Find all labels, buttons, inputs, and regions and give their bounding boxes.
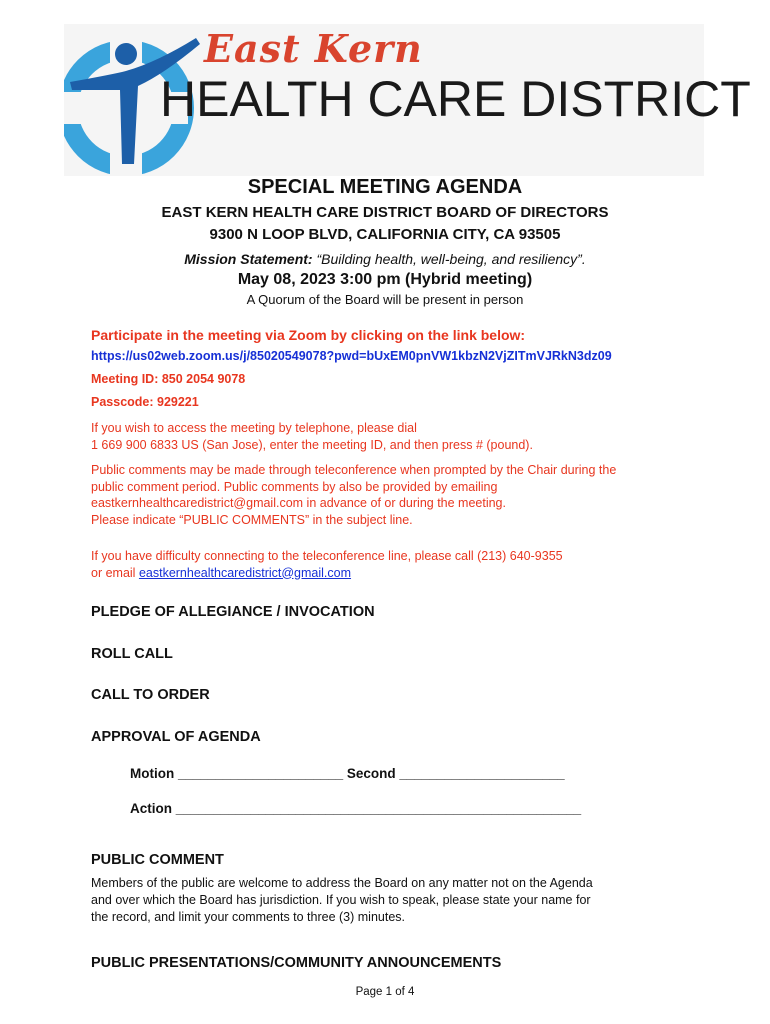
email-prefix: or email [91,565,139,580]
section-public-presentations: PUBLIC PRESENTATIONS/COMMUNITY ANNOUNCEMENTS [91,955,502,971]
phone-instructions [91,420,533,453]
logo-script-text: East Kern [204,26,423,71]
passcode: Passcode: 929221 [91,395,199,409]
page-number: Page 1 of 4 [355,986,415,998]
comments-line-4: Please indicate “PUBLIC COMMENTS” in the subject line. [91,512,413,527]
zoom-link[interactable]: https://us02web.zoom.us/j/85020549078?pwd=bUxEM0pnVW1kbzN2VjZITmVJRkN3dz09 [91,349,612,363]
section-approval-of-agenda: APPROVAL OF AGENDA [91,729,261,745]
email-link[interactable]: eastkernhealthcaredistrict@gmail.com [138,565,352,580]
zoom-heading: Participate in the meeting via Zoom by clicking on the link below: [91,327,526,343]
public-comment-line-3: the record, and limit your comments to three (3) minutes. [91,910,406,924]
comments-line-1: Public comments may be made through teleconference when prompted by the Chair during the [91,463,617,477]
phone-line-1: If you wish to access the meeting by telephone, please dial [91,421,417,435]
meeting-id: Meeting ID: 850 2054 9078 [91,372,246,386]
connection-help [91,548,563,581]
meeting-date: May 08, 2023 3:00 pm (Hybrid meeting) [237,271,533,288]
board-name: EAST KERN HEALTH CARE DISTRICT BOARD OF DIRECTORS [161,204,609,221]
difficulty-line-1: If you have difficulty connecting to the teleconference line, please call (213) 640-9355 [91,549,563,563]
district-logo [64,24,751,176]
public-comments-instructions [91,462,616,528]
mission-statement [0,251,770,267]
public-comment-text [91,875,593,926]
public-comment-line-1: Members of the public are welcome to address the Board on any matter not on the Agenda [91,876,593,890]
mission-text: “Building health, well-being, and resiliency”. [316,251,586,267]
comments-line-2: public comment period. Public comments by also be provided by emailing [91,479,498,494]
action-line: Action ______________________________________________________ [130,801,582,816]
meeting-address: 9300 N LOOP BLVD, CALIFORNIA CITY, CA 93505 [209,226,561,243]
mission-label: Mission Statement: [184,251,313,267]
agenda-title: SPECIAL MEETING AGENDA [247,176,523,198]
public-comment-line-2: and over which the Board has jurisdiction. If you wish to speak, please state your name for [91,893,591,907]
section-call-to-order: CALL TO ORDER [91,687,210,703]
quorum-note: A Quorum of the Board will be present in person [246,292,524,307]
section-roll-call: ROLL CALL [91,646,173,662]
logo-main-text: HEALTH CARE DISTRICT [160,71,751,127]
phone-line-2: 1 669 900 6833 US (San Jose), enter the meeting ID, and then press # (pound). [91,437,533,452]
section-public-comment: PUBLIC COMMENT [91,852,224,868]
motion-second-line: Motion ______________________ Second ______________________ [130,766,565,781]
difficulty-line-2 [91,565,563,582]
comments-line-3: eastkernhealthcaredistrict@gmail.com in advance of or during the meeting. [91,496,506,510]
section-pledge: PLEDGE OF ALLEGIANCE / INVOCATION [91,604,375,620]
